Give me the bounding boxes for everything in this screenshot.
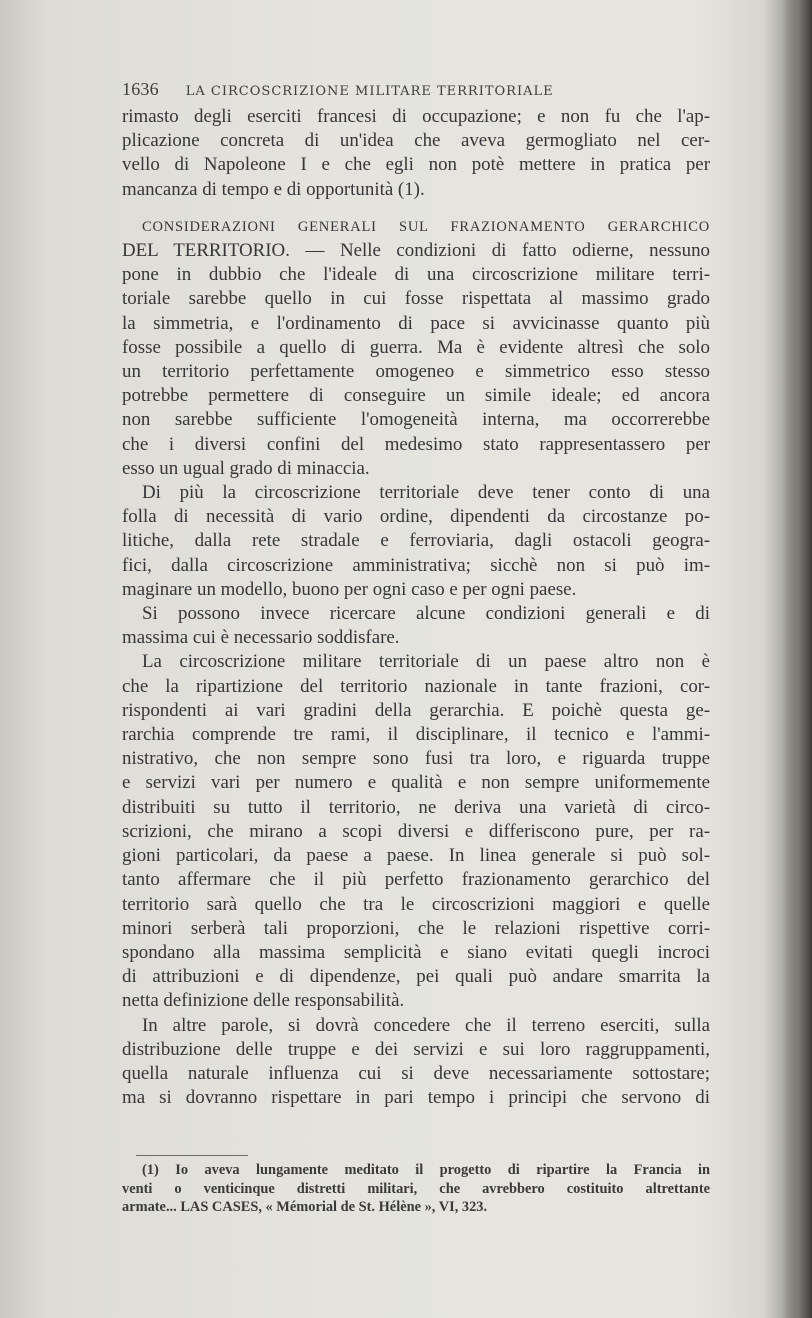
text-line: scrizioni, che mirano a scopi diversi e differiscono pure, per ra- xyxy=(122,820,710,842)
footnote-line: venti o venticinque distretti militari, che avrebbero costituito altrettante xyxy=(122,1180,710,1197)
text-line: potrebbe permettere di conseguire un simile ideale; ed ancora xyxy=(122,385,710,407)
text-line: mancanza di tempo e di opportunità (1). xyxy=(122,178,425,200)
text-line: folla di necessità di vario ordine, dipendenti da circostanze po- xyxy=(122,506,710,528)
text-line: tanto affermare che il più perfetto frazionamento gerarchico del xyxy=(122,869,710,891)
text-line: pone in dubbio che l'ideale di una circoscrizione militare terri- xyxy=(122,264,710,286)
text-line: gioni particolari, da paese a paese. In linea generale si può sol- xyxy=(122,845,710,867)
text-line: netta definizione delle responsabilità. xyxy=(122,990,405,1012)
text-line: distribuzione delle truppe e dei servizi e sui loro raggruppamenti, xyxy=(122,1038,710,1060)
text-line: toriale sarebbe quello in cui fosse rispettata al massimo grado xyxy=(122,288,710,310)
footnote xyxy=(122,1161,710,1217)
section-heading-line xyxy=(122,214,710,239)
text-line: litiche, dalla rete stradale e ferroviaria, dagli ostacoli geogra- xyxy=(122,530,710,552)
text-line: la simmetria, e l'ordinamento di pace si avvicinasse quanto più xyxy=(122,312,710,334)
text-line: rispondenti ai vari gradini della gerarchia. E poichè questa ge- xyxy=(122,699,710,721)
text-line: maginare un modello, buono per ogni caso e per ogni paese. xyxy=(122,578,577,600)
section-gap xyxy=(122,202,710,214)
text-line: DEL TERRITORIO. — Nelle condizioni di fatto odierne, nessuno xyxy=(122,240,710,262)
text-line: nistrativo, che non sempre sono fusi tra loro, e riguarda truppe xyxy=(122,748,710,770)
footnote-rule xyxy=(136,1155,248,1156)
text-line: distribuiti su tutto il territorio, ne deriva una varietà di circo- xyxy=(122,796,710,818)
text-line: plicazione concreta di un'idea che aveva germogliato nel cer- xyxy=(122,130,710,152)
text-line: ma si dovranno rispettare in pari tempo i principi che servono di xyxy=(122,1087,710,1109)
text-line: rarchia comprende tre rami, il disciplinare, il tecnico e l'ammi- xyxy=(122,724,710,746)
text-line: rimasto degli eserciti francesi di occupazione; e non fu che l'ap- xyxy=(122,106,710,127)
text-line: minori serberà tali proporzioni, che le relazioni rispettive corri- xyxy=(122,917,710,939)
text-line: fosse possibile a quello di guerra. Ma è evidente altresì che solo xyxy=(122,336,710,358)
page-number: 1636 xyxy=(122,79,159,99)
section-heading: CONSIDERAZIONI GENERALI SUL FRAZIONAMENTO GERARCHICO xyxy=(142,218,710,235)
text-line: quella naturale influenza cui si deve necessariamente sottostare; xyxy=(122,1062,710,1084)
text-line: un territorio perfettamente omogeneo e simmetrico esso stesso xyxy=(122,361,710,383)
text-line: La circoscrizione militare territoriale di un paese altro non è xyxy=(142,651,710,673)
text-line: Si possono invece ricercare alcune condizioni generali e di xyxy=(142,603,710,625)
text-line: spondano alla massima semplicità e siano evitati quegli incroci xyxy=(122,941,710,963)
text-line: vello di Napoleone I e che egli non potè mettere in pratica per xyxy=(122,154,710,176)
text-line: Di più la circoscrizione territoriale deve tener conto di una xyxy=(142,482,710,504)
text-line: fici, dalla circoscrizione amministrativa; sicchè non si può im- xyxy=(122,554,710,576)
text-line: di attribuzioni e di dipendenze, pei quali può andare smarrita la xyxy=(122,966,710,988)
text-line: esso un ugual grado di minaccia. xyxy=(122,457,370,479)
running-title: LA CIRCOSCRIZIONE MILITARE TERRITORIALE xyxy=(185,84,554,99)
text-line: che la ripartizione del territorio nazionale in tante frazioni, cor- xyxy=(122,675,710,697)
footnote-line: armate... LAS CASES, « Mémorial de St. Hélène », VI, 323. xyxy=(122,1199,488,1215)
text-line: massima cui è necessario soddisfare. xyxy=(122,627,400,649)
text-line: e servizi vari per numero e qualità e non sempre uniformemente xyxy=(122,772,710,794)
page-spine-shadow xyxy=(782,0,812,1318)
body-text xyxy=(122,105,710,1110)
text-line: In altre parole, si dovrà concedere che il terreno eserciti, sulla xyxy=(142,1014,710,1036)
page-header xyxy=(122,79,642,100)
text-line: territorio sarà quello che tra le circoscrizioni maggiori e quelle xyxy=(122,893,710,915)
text-line: che i diversi confini del medesimo stato rappresentassero per xyxy=(122,433,710,455)
footnote-line: (1) Io aveva lungamente meditato il progetto di ripartire la Francia in xyxy=(142,1162,710,1178)
text-line: non sarebbe sufficiente l'omogeneità interna, ma occorrerebbe xyxy=(122,409,710,431)
